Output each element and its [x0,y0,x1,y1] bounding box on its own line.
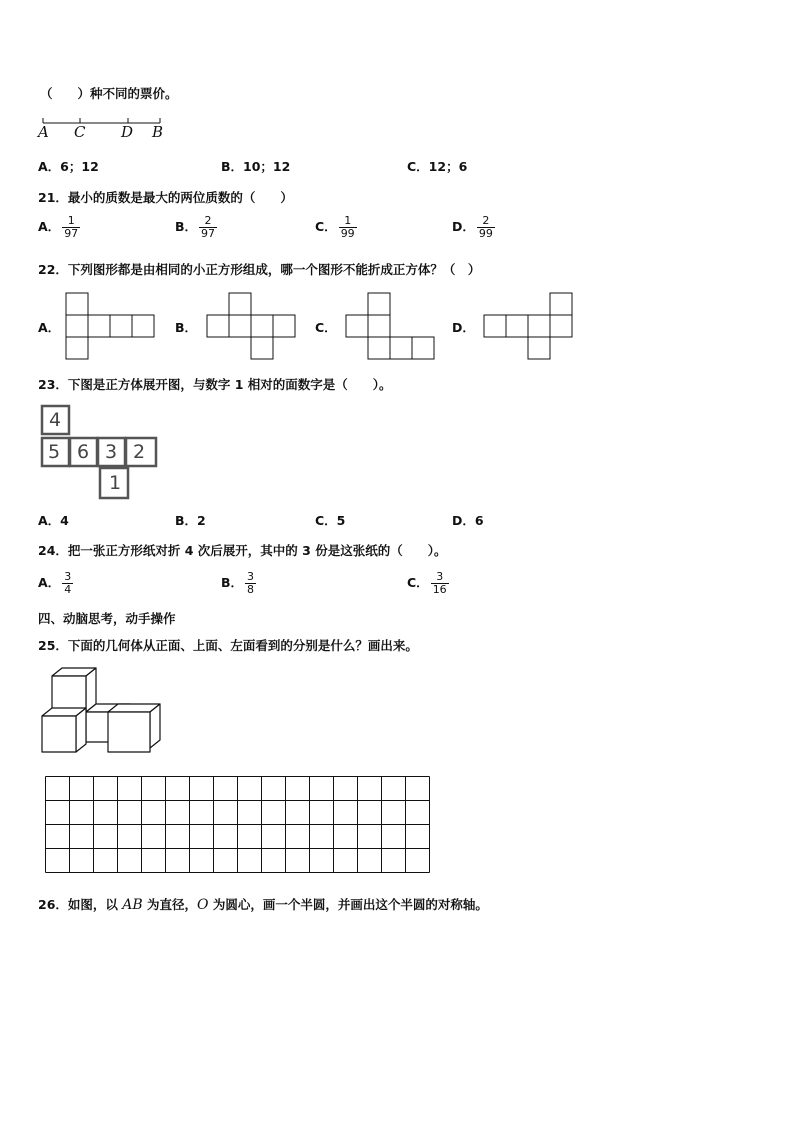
q20-segment-diagram [40,114,170,144]
denominator: 97 [201,227,216,240]
denominator: 16 [432,583,447,596]
option-letter: C． [407,575,429,590]
q23-cube-net [40,404,162,500]
q24-question-text: 24．把一张正方形纸对折 4 次后展开，其中的 3 份是这张纸的（ ）。 [38,543,447,558]
fraction [62,215,80,240]
q24-option-a[interactable] [38,571,73,596]
point-label-o: O [197,897,209,913]
option-letter: C． [315,219,337,234]
net-digit-2: 2 [133,441,146,463]
q24-option-b[interactable] [221,571,256,596]
option-letter: D． [452,219,475,234]
text-fragment: 26．如图，以 [38,897,123,912]
net-digit-4: 4 [49,409,62,431]
option-letter: B． [175,219,198,234]
segment-label-ab: AB [122,897,143,913]
q26-question-text [38,895,488,913]
point-label-a: A [38,123,49,141]
denominator: 8 [247,583,255,596]
q25-drawing-grid[interactable] [45,776,430,873]
numerator: 1 [339,215,357,228]
q25-solid-figure [40,666,164,756]
q21-option-c[interactable] [315,215,357,240]
q21-option-d[interactable] [452,215,495,240]
q20-option-c[interactable]: C．12；6 [407,159,468,174]
point-label-c: C [74,123,86,141]
point-label-b: B [152,123,164,141]
net-digit-1: 1 [109,472,122,494]
text-fragment: 为直径， [142,897,198,912]
q21-option-a[interactable] [38,215,80,240]
q22-net-a[interactable] [65,292,157,360]
numerator: 2 [199,215,217,228]
q21-option-b[interactable] [175,215,217,240]
q23-option-b[interactable]: B．2 [175,513,206,528]
q22-option-b-label[interactable]: B． [175,320,198,335]
numerator: 2 [477,215,495,228]
net-digit-3: 3 [105,441,118,463]
q20-tail-text: （ ）种不同的票价。 [40,86,178,101]
q22-option-c-label[interactable]: C． [315,320,337,335]
text-fragment: 为圆心，画一个半圆，并画出这个半圆的对称轴。 [208,897,488,912]
point-label-d: D [121,123,134,141]
fraction [431,571,449,596]
numerator: 3 [431,571,449,584]
net-digit-6: 6 [77,441,90,463]
q23-option-c[interactable]: C．5 [315,513,346,528]
q22-net-d[interactable] [483,292,575,360]
option-letter: A． [38,219,61,234]
fraction [62,571,73,596]
q22-option-d-label[interactable]: D． [452,320,475,335]
fraction [477,215,495,240]
q22-net-b[interactable] [206,292,298,360]
option-letter: A． [38,575,61,590]
fraction [199,215,217,240]
q22-question-text: 22．下列图形都是由相同的小正方形组成，哪一个图形不能折成正方体？（ ） [38,262,481,277]
q25-question-text: 25．下面的几何体从正面、上面、左面看到的分别是什么？画出来。 [38,638,418,653]
fraction [339,215,357,240]
section-heading: 四、动脑思考，动手操作 [38,611,176,626]
q21-question-text: 21．最小的质数是最大的两位质数的（ ） [38,190,293,205]
fraction [245,571,256,596]
q24-option-c[interactable] [407,571,449,596]
q23-option-a[interactable]: A．4 [38,513,69,528]
option-letter: B． [221,575,244,590]
numerator: 1 [62,215,80,228]
q20-option-b[interactable]: B．10；12 [221,159,291,174]
q23-question-text: 23．下图是正方体展开图，与数字 1 相对的面数字是（ ）。 [38,377,392,392]
numerator: 3 [247,570,255,583]
q22-net-c[interactable] [345,292,437,360]
denominator: 4 [64,583,72,596]
numerator: 3 [64,570,72,583]
denominator: 97 [64,227,79,240]
q20-option-a[interactable]: A．6；12 [38,159,99,174]
denominator: 99 [340,227,355,240]
denominator: 99 [478,227,493,240]
q23-option-d[interactable]: D．6 [452,513,484,528]
net-digit-5: 5 [48,441,61,463]
q22-option-a-label[interactable]: A． [38,320,61,335]
